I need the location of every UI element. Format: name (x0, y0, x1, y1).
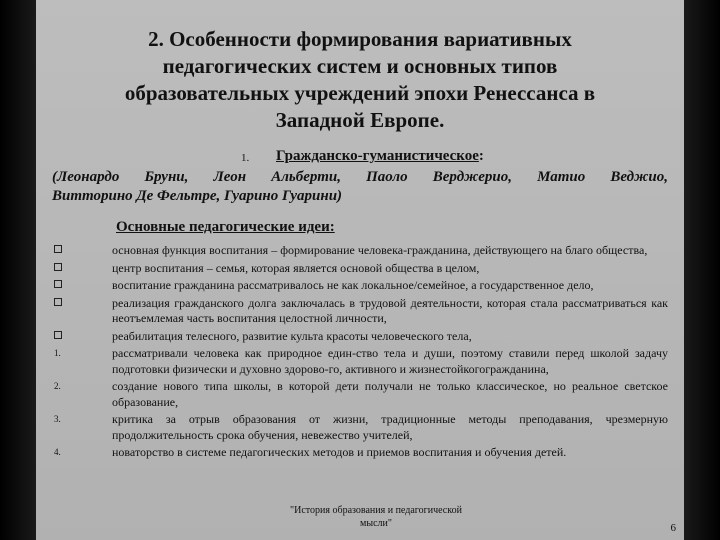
checkbox-bullet-icon (54, 331, 62, 339)
list-item-text: центр воспитания – семья, которая является основой общества в целом, (112, 260, 480, 275)
list-item-text: воспитание гражданина рассматривалось не как локальное/семейное, а государственное дело, (112, 278, 594, 292)
list-number: 1. (54, 348, 61, 358)
ideas-heading-text: Основные педагогические идеи: (116, 219, 335, 235)
checkbox-bullet-icon (54, 245, 62, 253)
right-dark-border (684, 0, 720, 540)
subtitle-number: 1. (241, 152, 250, 164)
checkbox-bullet-icon (54, 298, 62, 306)
title-line: Западной Европе. (275, 108, 445, 132)
title-line: педагогических систем и основных типов (162, 54, 558, 78)
subtitle-colon: : (478, 148, 484, 164)
list-item (52, 346, 668, 377)
ideas-list (52, 243, 668, 463)
footer-caption (266, 504, 486, 530)
ideas-heading (116, 218, 668, 237)
list-item-text: новаторство в системе педагогических методов и приемов воспитания и обучения детей. (112, 445, 567, 459)
list-item-text: реабилитация телесного, развитие культа красоты человеческого тела, (112, 328, 472, 343)
list-item-text: рассматривали человека как природное един-ство тела и души, поэтому ставили перед школой задачу подготовки физически и духовно здорово-го, активного и жизнестойкогогражданина, (112, 346, 668, 376)
footer-line: мысли" (360, 518, 392, 529)
title-line: 2. Особенности формирования вариативных (148, 27, 572, 51)
list-item (52, 412, 668, 443)
left-dark-border (0, 0, 36, 540)
page-number: 6 (670, 522, 676, 534)
checkbox-bullet-icon (54, 280, 62, 288)
list-item (52, 329, 668, 345)
slide-title (36, 26, 684, 134)
slide (36, 0, 684, 540)
persons-line: Витторино Де Фельтре, Гуарино Гуарини) (52, 188, 343, 204)
title-line: образовательных учреждений эпохи Ренессанса в (124, 81, 596, 105)
list-number: 3. (54, 414, 61, 424)
list-item-text: реализация гражданского долга заключалась в трудовой деятельности, которая стала рассматриваться как неотъемлемая часть воспитания целостной личности, (112, 295, 668, 325)
list-item-text: создание нового типа школы, в которой дети получали не только классическое, но реальное светское образование, (112, 379, 668, 409)
footer-line: "История образования и педагогической (290, 505, 462, 516)
checkbox-bullet-icon (54, 263, 62, 271)
persons-list (52, 168, 668, 206)
list-item-text: основная функция воспитания – формирование человека-гражданина, действующего на благо общества, (112, 243, 648, 257)
list-item (52, 243, 668, 259)
list-number: 2. (54, 381, 61, 391)
list-item (52, 445, 668, 461)
list-item-text: критика за отрыв образования от жизни, традиционные методы преподавания, чрезмерную продолжительность срока обучения, невежество учителей, (112, 412, 668, 442)
list-item (52, 379, 668, 410)
persons-line: (Леонардо Бруни, Леон Альберти, Паоло Верджерио, Матио Веджио, (52, 169, 668, 185)
list-number: 4. (54, 447, 61, 457)
list-item (52, 261, 668, 277)
list-item (52, 296, 668, 327)
subtitle-text: Гражданско-гуманистическое (276, 148, 479, 164)
list-item (52, 278, 668, 294)
